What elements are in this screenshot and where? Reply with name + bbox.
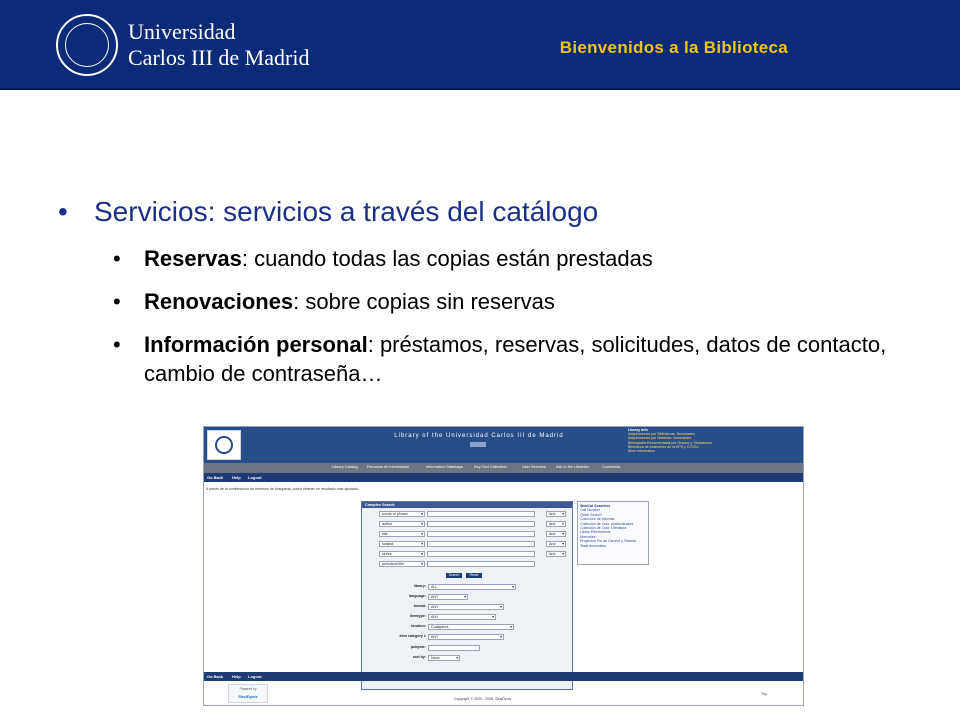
operator-select[interactable]: And ▾ [546,531,566,537]
catalog-logo-icon [207,430,241,460]
search-row [362,531,574,539]
operator-select[interactable]: And ▾ [546,551,566,557]
itemtype-select[interactable]: ANY ▾ [428,614,496,620]
item-category-select[interactable]: ANY ▾ [428,634,504,640]
library-info-link[interactable]: Adquisiciones por Materias: Novedades [628,436,692,441]
catalog-header-button[interactable] [470,442,486,447]
library-info-panel [628,428,804,462]
library-info-link[interactable]: Biblioteca de exámenes de la EPS y CCSSJ [628,444,699,449]
sub-bullet-term: Información personal [144,332,368,357]
webcat-link[interactable]: Colección de Idiomas [580,517,615,522]
sirsidynix-logo: SirsiDynix [238,694,258,699]
catalog-header [204,427,804,463]
catalog-nav [204,463,804,473]
search-term-input[interactable] [427,541,535,547]
top-link[interactable]: Top [761,692,767,696]
catalog-toolbar-bottom [204,672,804,681]
filter-row [362,634,574,642]
filter-label: itemtype: [410,614,426,618]
filter-label: library: [413,584,426,588]
logout-link[interactable]: Logout [248,674,262,679]
filter-row [362,604,574,612]
search-row [362,521,574,529]
search-term-input[interactable] [427,531,535,537]
catalog-footer [204,681,804,706]
webcat-link[interactable]: Proyectos Fin de Carrera y Tesinas [580,539,637,544]
filter-row [362,594,574,602]
filter-row [362,624,574,632]
powered-by-badge[interactable] [228,684,268,703]
sub-bullet-text: : cuando todas las copias están prestadas [241,246,653,271]
filter-row [362,614,574,622]
filter-label: item category I: [399,634,426,638]
filter-label: pubyear: [410,645,426,649]
complex-search-form [361,501,573,690]
search-row [362,541,574,549]
field-select[interactable]: periodical title ▾ [379,561,425,567]
operator-select[interactable]: And ▾ [546,541,566,547]
field-select[interactable]: series ▾ [379,551,425,557]
filter-row [362,655,574,663]
operator-select[interactable]: And ▾ [546,511,566,517]
slide-title: Bienvenidos a la Biblioteca [559,38,788,57]
webcat-link[interactable]: Call Number [580,508,600,513]
nav-library-catalog[interactable]: Library Catalog [332,465,358,469]
language-select[interactable]: ANY ▾ [428,594,468,600]
sub-bullet [58,244,938,273]
webcat-heading: WebCat Searches [580,504,611,508]
format-select[interactable]: ANY ▾ [428,604,504,610]
field-select[interactable]: subject ▾ [379,541,425,547]
search-term-input[interactable] [427,561,535,567]
search-term-input[interactable] [427,521,535,527]
nav-ask-librarian[interactable]: Ask to the Librarian [556,465,589,469]
nav-recursos[interactable]: Recursos de Información [367,465,410,469]
nav-key-text[interactable]: Key-Text Collection [474,465,507,469]
search-term-input[interactable] [427,511,535,517]
library-info-heading: Library Info [628,428,648,432]
filter-label: format: [413,604,426,608]
pubyear-input[interactable] [428,645,480,651]
search-button[interactable]: Search [446,573,462,578]
operator-select[interactable]: And ▾ [546,521,566,527]
webcat-link[interactable]: Quick Search [580,512,602,517]
search-row [362,551,574,559]
search-row [362,511,574,519]
catalog-screenshot [203,426,804,706]
filter-label: language: [409,594,426,598]
field-select[interactable]: author ▾ [379,521,425,527]
search-row [362,561,574,569]
go-back-link[interactable]: Go Back [207,475,224,480]
main-bullet: • Servicios: servicios a través del catálogo [58,196,938,228]
library-info-link[interactable]: More information [628,449,655,454]
library-info-link[interactable]: Bibliografía Recomendada por Grados y Titulaciones [628,440,713,445]
field-select[interactable]: words or phrase ▾ [379,511,425,517]
catalog-intro-text: A través de la combinación de términos de búsqueda, podrá obtener un resultado más ajustado. [206,487,360,491]
webcat-link[interactable]: Colección de Ocio: Literatura [580,526,627,531]
nav-comments[interactable]: Comments [602,465,621,469]
logout-link[interactable]: Logout [248,475,262,480]
field-select[interactable]: title ▾ [379,531,425,537]
webcat-link[interactable]: Manuales [580,534,596,539]
library-info-link[interactable]: Adquisiciones por Bibliotecas: Novedades [628,432,695,437]
catalog-toolbar-top [204,473,804,482]
bullet-list [58,196,938,388]
search-term-input[interactable] [427,551,535,557]
filter-row [362,584,574,592]
catalog-title: Library of the Universidad Carlos III de Madrid [394,433,564,439]
library-select[interactable]: ALL ▾ [428,584,516,590]
university-seal-icon [56,14,118,76]
logo-line-2: Carlos III de Madrid [128,45,310,70]
webcat-link[interactable]: Colección de Ocio: Audiovisuales [580,521,634,526]
help-link[interactable]: Help [232,674,241,679]
slide-header [0,0,960,90]
complex-search-heading: Complex Search [362,502,572,508]
filter-label: location: [411,624,426,628]
sub-bullet [58,330,938,388]
help-link[interactable]: Help [232,475,241,480]
webcat-link[interactable]: Tesis doctorales [580,543,606,548]
sort-by-select[interactable]: None ▾ [428,655,460,661]
reset-button[interactable]: Reset [466,573,482,578]
sub-bullet [58,287,938,316]
copyright-text: Copyright © 2000 - 2008, SirsiDynix [454,697,512,701]
location-select[interactable]: Cualquiera ▾ [428,624,514,630]
university-logo [56,14,309,76]
webcat-searches-panel [577,501,649,565]
webcat-link[interactable]: Libros Electrónicos [580,530,611,535]
powered-by-label: Powered by [239,687,257,691]
filter-row [362,645,574,653]
filter-label: sort by: [412,655,426,659]
sub-bullet-text: : sobre copias sin reservas [293,289,555,314]
go-back-link[interactable]: Go Back [207,674,224,679]
nav-information-gateways[interactable]: Information Gateways [426,465,463,469]
sub-bullet-term: Renovaciones [144,289,294,314]
sub-bullet-text: : préstamos, reservas, solicitudes, datos de contacto, cambio de contraseña… [144,332,887,386]
nav-user-services[interactable]: User Services [522,465,546,469]
logo-line-1: Universidad [128,19,236,44]
sub-bullet-term: Reservas [144,246,242,271]
